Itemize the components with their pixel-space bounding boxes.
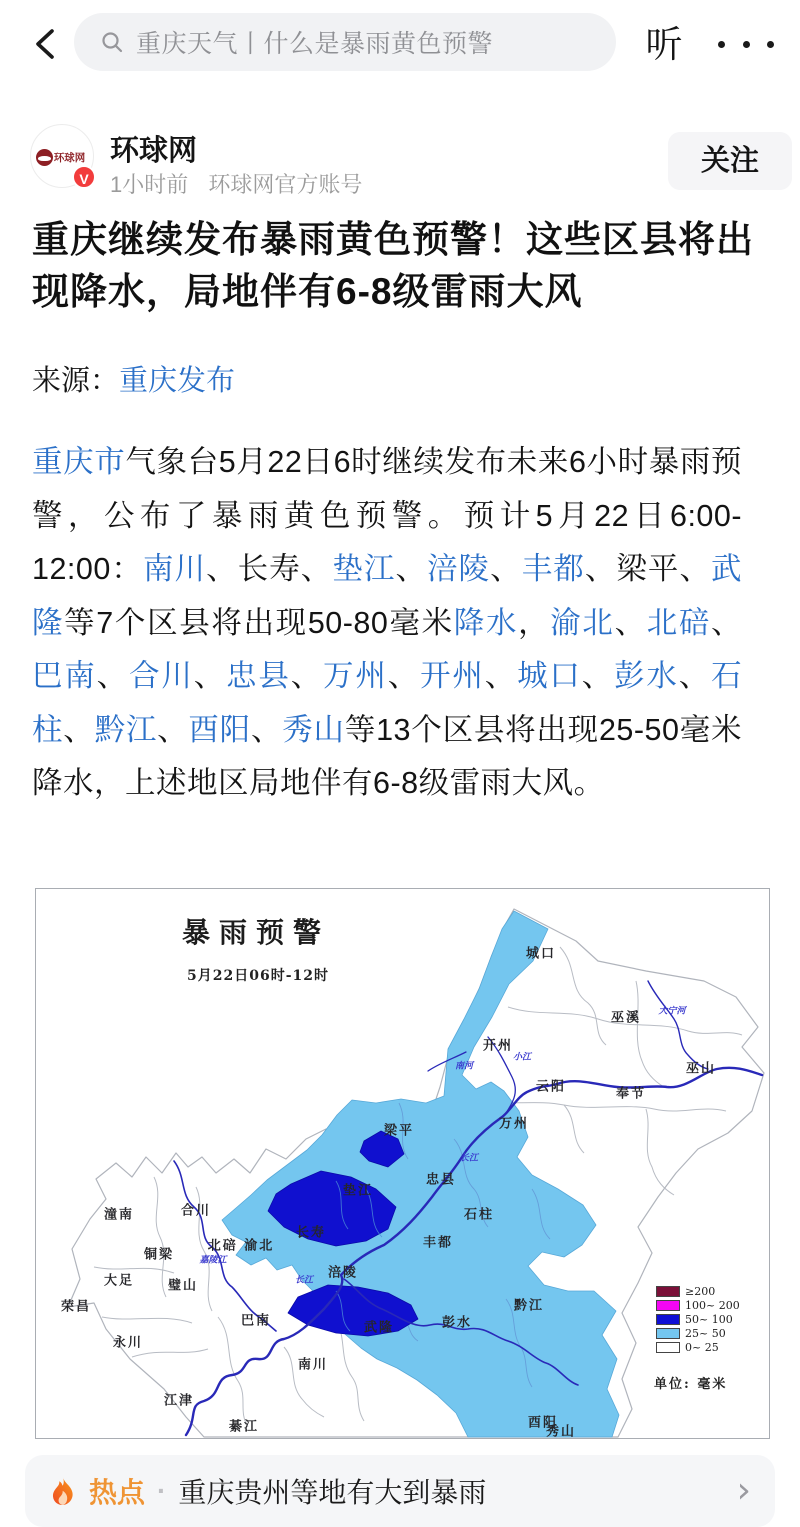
map-label-district: 酉阳 — [527, 1415, 559, 1431]
body-text: 、 — [484, 659, 518, 693]
map-label-district: 丰都 — [422, 1235, 454, 1251]
map-label-district: 北碚 渝北 — [207, 1238, 275, 1254]
body-text: 气象台5月22日6时继续发布未来6小时暴雨预警，公布了暴雨黄色预警。预计5月22日6:00-12:00： — [32, 445, 743, 586]
legend-swatch — [656, 1286, 680, 1297]
account-note: 环球网官方账号 — [208, 172, 363, 197]
body-link[interactable]: 涪陵 — [427, 552, 491, 586]
body-text: 、 — [395, 552, 427, 586]
body-link[interactable]: 垫江 — [332, 552, 396, 586]
body-text: 、 — [96, 659, 130, 693]
body-link[interactable]: 酉阳 — [188, 712, 251, 747]
body-link[interactable]: 万州 — [323, 659, 388, 693]
map-unit-note: 单位: 毫米 — [654, 1377, 728, 1392]
hot-tag: 热点 — [89, 1477, 146, 1508]
map-legend — [656, 1285, 740, 1355]
map-label-district: 梁平 — [383, 1123, 415, 1139]
map-label-district: 城口 — [525, 946, 557, 962]
map-title: 暴雨预警 — [181, 916, 331, 949]
body-text: ， — [518, 605, 551, 640]
map-label-district: 武隆 — [363, 1320, 395, 1336]
body-text: 、 — [250, 712, 283, 747]
map-label-district: 大足 — [103, 1273, 135, 1289]
legend-row — [656, 1341, 740, 1354]
body-text: 、 — [490, 552, 522, 586]
legend-swatch — [656, 1300, 680, 1311]
body-link[interactable]: 南川 — [142, 552, 207, 586]
hot-topic-text: 重庆贵州等地有大到暴雨 — [178, 1477, 487, 1508]
body-link[interactable]: 降水 — [453, 605, 519, 640]
legend-swatch — [656, 1328, 680, 1339]
map-label-district: 永川 — [112, 1335, 144, 1351]
map-label-river: 长江 — [294, 1275, 314, 1286]
avatar[interactable] — [30, 124, 94, 188]
body-link[interactable]: 渝北 — [550, 605, 615, 640]
body-link[interactable]: 秀山 — [282, 712, 345, 747]
body-text: 、梁平、 — [584, 552, 712, 586]
map-label-district: 垫江 — [342, 1183, 374, 1199]
body-link[interactable]: 黔江 — [94, 712, 158, 747]
body-link[interactable]: 忠县 — [226, 659, 291, 693]
map-graphic — [36, 889, 769, 1438]
body-text: 、 — [711, 605, 743, 640]
map-label-district: 涪陵 — [327, 1265, 359, 1281]
map-label-district: 奉节 — [615, 1086, 647, 1102]
body-link[interactable]: 城口 — [517, 659, 582, 693]
publish-time: 1小时前 — [110, 172, 189, 197]
map-label-district: 铜梁 — [143, 1247, 175, 1263]
map-label-district: 石柱 — [463, 1207, 495, 1223]
map-label-district: 万州 — [498, 1116, 530, 1132]
legend-swatch — [656, 1342, 680, 1353]
more-options-icon[interactable] — [718, 36, 774, 52]
map-label-district: 云阳 — [535, 1079, 567, 1095]
huanqiu-logo: 环球网 — [36, 147, 88, 167]
body-text: 、长寿、 — [206, 552, 333, 586]
globe-icon — [36, 149, 53, 166]
source-row — [32, 358, 235, 399]
map-label-river: 大宁河 — [658, 1006, 686, 1017]
legend-row — [656, 1327, 740, 1340]
article-title: 重庆继续发布暴雨黄色预警！这些区县将出现降水，局地伴有6-8级雷雨大风 — [32, 219, 754, 312]
map-label-district: 长寿 — [295, 1225, 327, 1241]
chevron-right-icon[interactable]: › — [736, 1470, 751, 1511]
hot-topic-bar[interactable] — [25, 1455, 775, 1527]
map-label-district: 江津 — [163, 1393, 195, 1409]
legend-label: 0~ 25 — [685, 1341, 719, 1354]
search-bar[interactable] — [74, 13, 616, 71]
map-label-district: 开州 — [482, 1038, 514, 1054]
search-icon — [100, 30, 124, 54]
legend-label: ≥200 — [685, 1285, 716, 1298]
legend-label: 25~ 50 — [685, 1327, 726, 1340]
body-link[interactable]: 石柱 — [32, 659, 743, 747]
legend-row — [656, 1299, 740, 1312]
map-label-district: 潼南 — [103, 1207, 135, 1223]
map-label-district: 彭水 — [441, 1315, 473, 1331]
legend-row — [656, 1285, 740, 1298]
hot-separator: · — [157, 1475, 167, 1506]
legend-row — [656, 1313, 740, 1326]
body-text: 、 — [290, 659, 324, 693]
map-label-district: 巫山 — [685, 1061, 717, 1077]
map-label-district: 黔江 — [513, 1298, 545, 1314]
map-label-district: 巴南 — [240, 1313, 272, 1329]
author-name[interactable]: 环球网 — [110, 135, 198, 167]
body-text: 、 — [387, 659, 421, 693]
body-text: 、 — [63, 712, 95, 747]
legend-label: 100~ 200 — [685, 1299, 740, 1312]
map-label-district: 巫溪 — [610, 1010, 642, 1026]
back-icon[interactable] — [28, 26, 64, 62]
body-link[interactable]: 开州 — [420, 659, 485, 693]
flame-icon — [49, 1476, 77, 1506]
author-row — [0, 118, 800, 198]
body-link[interactable]: 合川 — [129, 659, 194, 693]
body-link[interactable]: 重庆市 — [32, 445, 126, 479]
map-label-river: 南河 — [454, 1061, 474, 1072]
map-label-district: 南川 — [297, 1357, 329, 1373]
map-subtitle: 5月22日06时-12时 — [187, 968, 329, 984]
map-label-river: 嘉陵江 — [199, 1255, 227, 1266]
body-text: 等13个区县将出现25-50毫米降水，上述地区局地伴有6-8级雷雨大风。 — [32, 712, 743, 800]
body-link[interactable]: 北碚 — [646, 605, 712, 640]
map-label-district: 秀山 — [545, 1424, 577, 1439]
rain-warning-map[interactable] — [35, 888, 770, 1439]
map-label-district: 綦江 — [228, 1419, 260, 1435]
body-text: 、 — [581, 659, 615, 693]
map-label-river: 小江 — [512, 1052, 532, 1063]
source-link[interactable]: 重庆发布 — [119, 365, 236, 397]
follow-button[interactable]: 关注 — [668, 132, 792, 190]
body-link[interactable]: 巴南 — [32, 659, 97, 693]
author-subline — [110, 168, 362, 199]
body-text: 、 — [193, 659, 227, 693]
map-label-river: 长江 — [459, 1153, 479, 1164]
map-label-district: 合川 — [180, 1203, 212, 1219]
verified-badge: V — [72, 165, 96, 189]
top-navigation-bar — [0, 0, 800, 90]
body-link[interactable]: 丰都 — [521, 552, 585, 586]
article-body — [32, 436, 742, 811]
body-text: 等7个区县将出现50-80毫米 — [64, 605, 454, 640]
body-link[interactable]: 武隆 — [32, 552, 743, 640]
body-text: 、 — [157, 712, 189, 747]
map-label-district: 璧山 — [167, 1278, 199, 1294]
body-link[interactable]: 彭水 — [614, 659, 679, 693]
listen-button[interactable]: 听 — [645, 24, 683, 65]
map-label-district: 忠县 — [425, 1172, 457, 1188]
body-text: 、 — [678, 659, 712, 693]
body-text: 、 — [614, 605, 647, 640]
legend-swatch — [656, 1314, 680, 1325]
map-label-district: 荣昌 — [60, 1299, 92, 1315]
legend-label: 50~ 100 — [685, 1313, 733, 1326]
search-query-text: 重庆天气丨什么是暴雨黄色预警 — [136, 30, 494, 58]
source-label: 来源： — [32, 365, 120, 397]
